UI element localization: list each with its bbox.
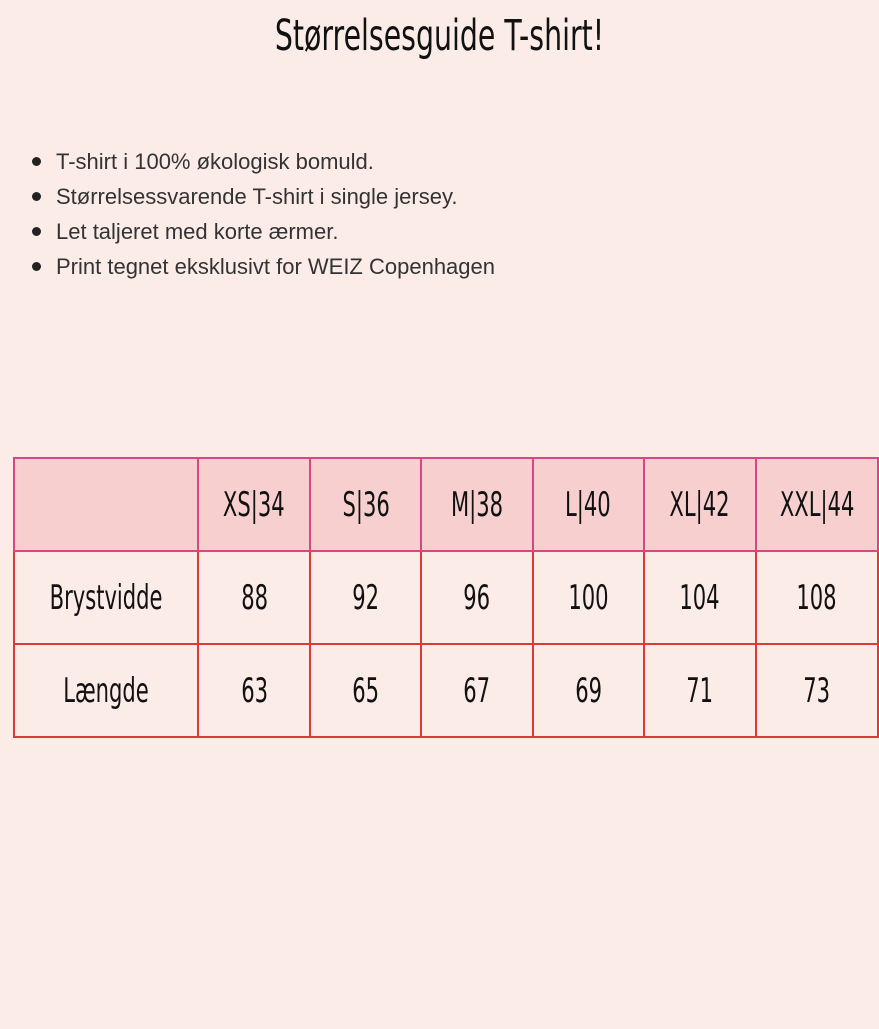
size-label: XL|42 (669, 484, 730, 525)
size-label: M|38 (451, 484, 504, 525)
value-cell (310, 644, 421, 737)
bullet-icon (32, 157, 41, 166)
size-label: S|36 (342, 484, 390, 525)
row-label: Brystvidde (49, 577, 163, 618)
feature-item (30, 214, 495, 249)
value-cell (198, 644, 310, 737)
cell-value: 96 (463, 577, 491, 618)
size-label: XS|34 (223, 484, 286, 525)
feature-item (30, 249, 495, 284)
feature-text: T-shirt i 100% økologisk bomuld. (56, 149, 374, 174)
value-cell (756, 551, 878, 644)
cell-value: 69 (574, 670, 602, 711)
cell-value: 92 (352, 577, 380, 618)
bullet-icon (32, 192, 41, 201)
size-header-row (14, 458, 878, 551)
cell-value: 73 (803, 670, 831, 711)
size-header-cell (533, 458, 644, 551)
feature-text: Print tegnet eksklusivt for WEIZ Copenhagen (56, 254, 495, 279)
size-header-cell (421, 458, 532, 551)
header-corner-cell (14, 458, 198, 551)
size-label: L|40 (565, 484, 611, 525)
value-cell (421, 644, 532, 737)
size-label: XXL|44 (779, 484, 855, 525)
feature-list (30, 144, 495, 284)
value-cell (198, 551, 310, 644)
table-row (14, 644, 878, 737)
value-cell (533, 644, 644, 737)
row-label-cell (14, 644, 198, 737)
bullet-icon (32, 262, 41, 271)
value-cell (310, 551, 421, 644)
size-table (13, 457, 879, 738)
cell-value: 100 (568, 577, 609, 618)
row-label: Længde (63, 670, 149, 711)
table-row (14, 551, 878, 644)
bullet-icon (32, 227, 41, 236)
cell-value: 88 (240, 577, 268, 618)
feature-item (30, 144, 495, 179)
row-label-cell (14, 551, 198, 644)
feature-text: Let taljeret med korte ærmer. (56, 219, 339, 244)
value-cell (644, 551, 756, 644)
cell-value: 65 (352, 670, 380, 711)
size-header-cell (756, 458, 878, 551)
cell-value: 63 (240, 670, 268, 711)
cell-value: 108 (796, 577, 837, 618)
feature-item (30, 179, 495, 214)
value-cell (533, 551, 644, 644)
feature-text: Størrelsessvarende T-shirt i single jersey. (56, 184, 458, 209)
size-header-cell (198, 458, 310, 551)
cell-value: 67 (463, 670, 491, 711)
value-cell (644, 644, 756, 737)
page-title: Størrelsesguide T-shirt! (274, 11, 605, 61)
value-cell (756, 644, 878, 737)
value-cell (421, 551, 532, 644)
cell-value: 71 (686, 670, 714, 711)
cell-value: 104 (679, 577, 720, 618)
size-header-cell (310, 458, 421, 551)
size-header-cell (644, 458, 756, 551)
